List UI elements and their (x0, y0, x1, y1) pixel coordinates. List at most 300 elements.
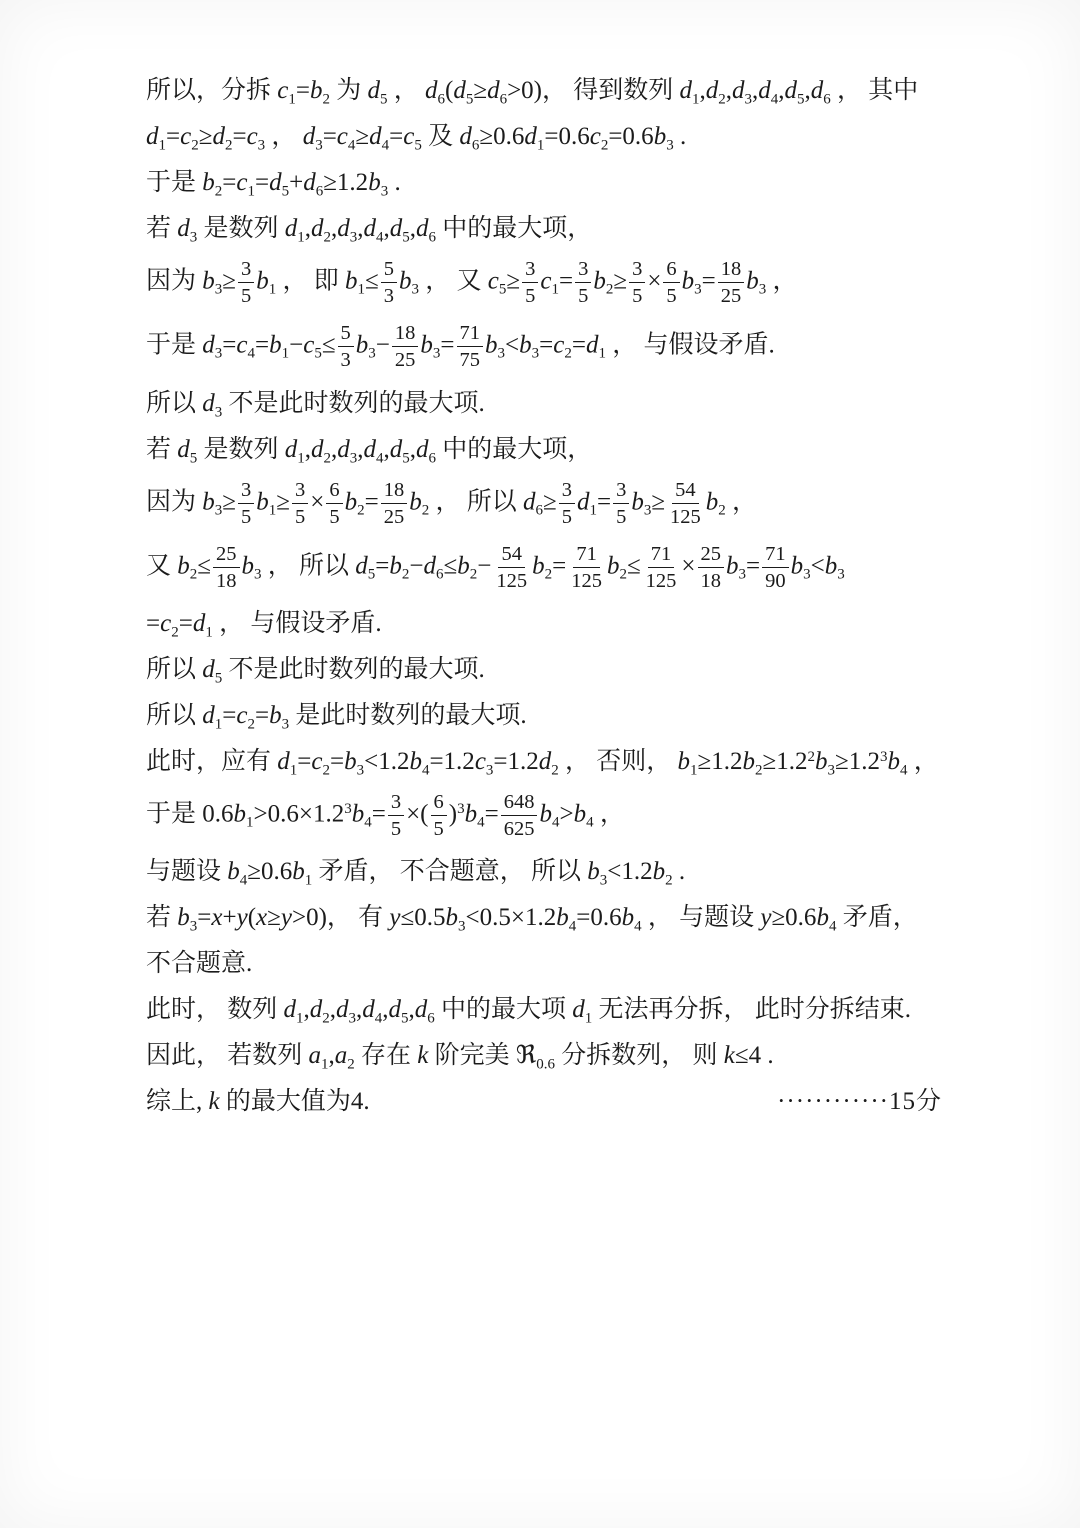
math-variable: c (303, 331, 315, 359)
math-variable: d (784, 77, 798, 104)
math-variable: d (369, 123, 382, 150)
math-subscript: 4 (374, 1010, 383, 1027)
math-text: ≥ (506, 267, 521, 295)
math-variable: d (524, 123, 537, 150)
math-text: 是数列 (197, 435, 285, 463)
math-text: 不合题意. (146, 950, 253, 978)
math-text: ≥ (613, 267, 628, 295)
math-variable: d (309, 996, 323, 1024)
math-variable: b (241, 552, 254, 580)
math-text: , (383, 435, 390, 463)
math-variable: b (532, 552, 545, 580)
math-subscript: 1 (584, 1010, 593, 1027)
math-subscript: 4 (477, 814, 485, 831)
math-subscript: 2 (322, 91, 330, 108)
math-subscript: 3 (281, 716, 290, 733)
math-variable: b (227, 858, 240, 886)
math-subscript: 2 (605, 281, 614, 298)
math-subscript: 2 (224, 137, 233, 154)
math-variable: b (485, 331, 498, 359)
math-subscript: 2 (347, 1056, 355, 1073)
math-text: = (322, 123, 337, 150)
math-text: = (552, 552, 567, 580)
math-text: >0.6×1.2 (253, 800, 345, 828)
math-subscript: 4 (364, 814, 372, 831)
math-subscript: 2 (323, 449, 332, 466)
math-variable: b (309, 77, 323, 104)
math-line (146, 120, 946, 153)
math-text: < (810, 552, 825, 580)
math-text: − (477, 552, 492, 580)
math-subscript: 6 (427, 1010, 435, 1027)
math-variable: c (553, 331, 565, 359)
math-subscript: 4 (347, 137, 356, 154)
math-subscript: 4 (247, 345, 255, 362)
math-text: ×( (406, 800, 429, 828)
math-text: . (673, 123, 687, 150)
math-fraction: $\frac{25}{18}$ (213, 543, 240, 592)
math-variable: b (202, 169, 215, 196)
math-variable: d (585, 331, 599, 359)
math-variable: k (723, 1042, 735, 1070)
math-fraction: $\frac{3}{5}$ (613, 479, 629, 528)
math-text: 矛盾， 不合题意， 所以 (312, 858, 588, 886)
math-text: , (725, 77, 733, 104)
math-variable: b (202, 487, 215, 515)
math-text: > (559, 800, 574, 828)
math-text: , (357, 435, 364, 463)
math-text: ≥0.6 (479, 123, 525, 150)
math-variable: d (336, 996, 349, 1024)
math-subscript: 6 (435, 566, 444, 583)
math-text: = (484, 800, 499, 828)
math-text: = (440, 331, 455, 359)
math-subscript: 6 (428, 229, 437, 246)
math-text: ≥ (651, 487, 666, 515)
math-text: ≤0.5 (400, 904, 446, 932)
math-variable: b (790, 552, 804, 580)
math-variable: d (425, 77, 438, 104)
math-text: , (408, 996, 415, 1024)
math-text: , (356, 996, 363, 1024)
math-text: ≥0.6 (771, 904, 817, 932)
math-variable: d (192, 610, 206, 637)
math-variable: d (679, 77, 693, 104)
math-variable: d (355, 552, 368, 580)
math-line (146, 901, 946, 934)
math-fraction: $\frac{3}{5}$ (522, 258, 538, 307)
math-subscript: 5 (797, 91, 805, 108)
math-subscript: 1 (288, 91, 296, 108)
math-variable: b (464, 800, 478, 828)
math-text: ≥1.2 (323, 169, 369, 196)
math-text: ≤4 . (734, 1042, 774, 1070)
math-subscript: 1 (551, 281, 559, 298)
math-variable: b (573, 800, 587, 828)
math-text: ， (387, 77, 426, 104)
math-subscript: 2 (551, 762, 559, 779)
math-variable: d (277, 748, 290, 775)
math-subscript: 2 (564, 345, 572, 362)
math-variable: b (202, 267, 215, 295)
math-subscript: 2 (755, 762, 763, 779)
math-text: = (222, 169, 237, 196)
math-subscript: 3 (411, 281, 419, 298)
math-variable: b (621, 904, 635, 932)
math-text: 分拆数列， 则 (555, 1042, 724, 1070)
math-subscript: 3 (531, 345, 540, 362)
math-variable: d (362, 996, 375, 1024)
math-subscript: 3 (758, 281, 767, 298)
math-text: 是数列 (197, 215, 285, 242)
math-text: = (197, 904, 212, 932)
math-subscript: 3 (349, 229, 358, 246)
math-text: 所以 (146, 656, 203, 683)
math-text: ≥ (473, 77, 488, 104)
math-text: . (672, 858, 686, 886)
math-variable: c (277, 77, 289, 104)
math-subscript: 3 (368, 345, 376, 362)
math-subscript: 3 (189, 918, 198, 935)
math-variable: b (269, 331, 282, 359)
math-variable: d (202, 702, 215, 729)
math-text: 存在 (354, 1042, 418, 1070)
math-text: = (701, 267, 716, 295)
math-variable: b (705, 487, 719, 515)
math-text: =0.6 (608, 123, 654, 150)
math-subscript: 4 (421, 762, 430, 779)
math-variable: d (389, 215, 403, 242)
math-subscript: 2 (322, 1010, 330, 1027)
math-subscript: 3 (485, 762, 494, 779)
math-subscript: 2 (718, 502, 726, 519)
math-text: ≥ (355, 123, 370, 150)
math-text: , (331, 215, 338, 242)
math-variable: d (303, 169, 316, 196)
math-subscript: 5 (465, 91, 474, 108)
math-text: ≤ (197, 552, 211, 580)
math-variable: y (389, 904, 401, 932)
math-variable: d (202, 656, 215, 683)
math-subscript: 3 (189, 229, 198, 246)
math-variable: d (363, 435, 377, 463)
math-variable: d (572, 996, 585, 1024)
math-variable: a (334, 1042, 348, 1070)
math-variable: b (726, 552, 739, 580)
math-fraction: $\frac{5}{3}$ (338, 322, 354, 371)
math-fraction: $\frac{3}{5}$ (238, 479, 254, 528)
math-subscript: 5 (189, 449, 198, 466)
math-variable: d (212, 123, 225, 150)
math-variable: b (457, 552, 470, 580)
math-text: ≤ (365, 267, 379, 295)
math-subscript: 2 (619, 566, 627, 583)
solution-document (146, 74, 946, 1131)
math-text: ≥0.6 (247, 858, 293, 886)
math-variable: d (302, 123, 316, 150)
math-text: = (571, 331, 586, 359)
math-superscript: 3 (880, 748, 888, 765)
math-variable: c (236, 169, 248, 196)
math-variable: a (308, 1042, 322, 1070)
math-superscript: 3 (344, 801, 352, 818)
math-variable: b (256, 267, 269, 295)
math-variable: b (177, 552, 190, 580)
math-text: = (297, 748, 312, 775)
math-text: = (232, 123, 247, 150)
math-text: ， 与假设矛盾. (212, 610, 382, 637)
math-variable: d (487, 77, 500, 104)
math-text: = (389, 123, 404, 150)
math-variable: d (367, 77, 380, 104)
score-marker: ············15分 (777, 1088, 942, 1116)
math-subscript: 1 (589, 502, 597, 519)
math-variable: d (705, 77, 719, 104)
math-fraction: $\frac{18}{25}$ (381, 479, 408, 528)
math-text: = (222, 702, 237, 729)
math-text: 于是 (146, 169, 203, 196)
math-subscript: 4 (634, 918, 642, 935)
math-subscript: 4 (376, 229, 384, 246)
math-text: 中的最大项， (436, 435, 593, 463)
math-variable: b (269, 702, 282, 729)
math-variable: b (631, 487, 644, 515)
math-text: ， 所以 (261, 552, 356, 580)
math-subscript: 3 (214, 502, 223, 519)
math-variable: y (760, 904, 772, 932)
math-variable: b (409, 487, 422, 515)
math-text: ， 所以 (429, 487, 523, 515)
math-subscript: 3 (315, 137, 323, 154)
math-subscript: 4 (239, 872, 248, 889)
math-text: ≥ (542, 487, 557, 515)
math-subscript: 2 (718, 91, 726, 108)
math-subscript: 6 (471, 137, 480, 154)
math-subscript: 1 (690, 762, 698, 779)
math-subscript: 3 (497, 345, 506, 362)
math-subscript: 4 (551, 814, 560, 831)
math-variable: b (606, 552, 620, 580)
math-text: >0)， 得到数列 (507, 77, 680, 104)
math-fraction: $\frac{3}{5}$ (575, 258, 591, 307)
math-text: , (409, 215, 417, 242)
math-variable: c (236, 331, 248, 359)
math-text: × (681, 552, 696, 580)
math-text: + (289, 169, 304, 196)
math-variable: k (208, 1088, 220, 1116)
math-text: , (699, 77, 706, 104)
math-variable: c (311, 748, 323, 775)
math-subscript: 3 (348, 1010, 357, 1027)
math-variable: y (236, 904, 248, 932)
math-text: 若 (146, 215, 178, 242)
math-line (146, 745, 946, 778)
math-line (146, 433, 946, 466)
math-variable: b (519, 331, 532, 359)
math-text: ≥ (267, 904, 281, 932)
math-variable: d (337, 435, 350, 463)
math-text: ， 与题设 (641, 904, 761, 932)
math-fraction: $\frac{3}{5}$ (388, 791, 404, 840)
math-variable: b (556, 904, 569, 932)
math-text: × (310, 487, 325, 515)
math-variable: k (417, 1042, 429, 1070)
math-variable: b (389, 552, 402, 580)
math-subscript: 3 (432, 345, 441, 362)
math-line (146, 322, 946, 371)
math-variable: b (746, 267, 759, 295)
math-text: ， 即 (276, 267, 346, 295)
math-variable: d (311, 215, 324, 242)
math-variable: d (576, 487, 590, 515)
math-subscript: 3 (827, 762, 836, 779)
math-fraction: $\frac{25}{18}$ (698, 543, 725, 592)
math-text: = (254, 169, 270, 196)
math-subscript: 2 (214, 183, 223, 200)
math-text: ， (766, 267, 798, 295)
math-text: ) (448, 800, 458, 828)
math-text: 中的最大项， (436, 215, 593, 242)
math-text: 矛盾， (836, 904, 918, 932)
math-subscript: 2 (322, 762, 330, 779)
math-subscript: 5 (367, 566, 376, 583)
math-variable: d (414, 996, 428, 1024)
math-text: 于是 (146, 331, 203, 359)
math-subscript: 5 (402, 449, 410, 466)
math-text: ， (907, 748, 939, 775)
math-subscript: 3 (744, 91, 753, 108)
math-line (146, 479, 946, 528)
math-text: 又 (146, 552, 178, 580)
math-text: 中的最大项 (434, 996, 573, 1024)
math-text: ， 其中 (830, 77, 919, 104)
math-text: , (304, 435, 312, 463)
math-fraction: $\frac{5}{3}$ (381, 258, 397, 307)
math-subscript: 1 (304, 872, 313, 889)
math-text: ≥1.2 (697, 748, 743, 775)
math-variable: d (177, 215, 190, 242)
math-text: − (409, 552, 424, 580)
math-variable: c (180, 123, 192, 150)
math-superscript: 3 (457, 801, 465, 818)
math-variable: b (409, 748, 422, 775)
math-fraction: $\frac{71}{90}$ (762, 543, 789, 592)
math-variable: b (816, 904, 829, 932)
math-line (146, 653, 946, 686)
math-text: <1.2 (607, 858, 653, 886)
math-fraction: $\frac{18}{25}$ (392, 322, 419, 371)
math-fraction: $\frac{3}{5}$ (238, 258, 254, 307)
math-line (146, 166, 946, 199)
math-subscript: 5 (402, 229, 410, 246)
math-fraction: $\frac{6}{5}$ (431, 791, 447, 840)
math-variable: d (284, 215, 298, 242)
math-subscript: 2 (665, 872, 673, 889)
math-variable: d (202, 331, 215, 359)
math-variable: d (337, 215, 350, 242)
math-variable: b (593, 267, 606, 295)
math-subscript: 1 (281, 345, 290, 362)
math-line (146, 74, 946, 107)
math-subscript: 4 (900, 762, 908, 779)
math-subscript: 5 (380, 91, 388, 108)
math-text: = (596, 487, 612, 515)
math-subscript: 3 (257, 137, 266, 154)
math-variable: x (256, 904, 268, 932)
math-text: ≥ (222, 267, 236, 295)
math-fraction: $\frac{648}{625}$ (501, 791, 538, 840)
math-text: <0.5×1.2 (465, 904, 557, 932)
math-superscript: 2 (807, 748, 816, 765)
math-text: <1.2 (364, 748, 410, 775)
math-fraction: $\frac{71}{125}$ (571, 542, 602, 592)
math-text: 的最大值为4. (219, 1088, 370, 1116)
math-variable: c (336, 123, 348, 150)
math-text: ( (445, 77, 454, 104)
math-text: =1.2 (429, 748, 475, 775)
math-variable: d (459, 123, 472, 150)
math-subscript: 5 (498, 281, 507, 298)
math-fraction: $\frac{3}{5}$ (292, 479, 308, 528)
math-subscript: 6 (535, 502, 543, 519)
math-subscript: 5 (314, 345, 322, 362)
math-text: ≥ (222, 487, 236, 515)
math-text: ≤ (443, 552, 458, 580)
math-text: × (647, 267, 662, 295)
math-text: − (289, 331, 304, 359)
math-variable: b (653, 123, 667, 150)
math-text: = (254, 331, 270, 359)
math-variable: x (211, 904, 223, 932)
math-text: 及 (421, 123, 460, 150)
math-subscript: 2 (323, 229, 332, 246)
math-variable: d (453, 77, 466, 104)
math-subscript: 2 (171, 624, 179, 641)
math-variable: d (389, 435, 403, 463)
math-text: , (304, 215, 312, 242)
math-fraction: $\frac{3}{5}$ (629, 258, 645, 307)
math-subscript: 4 (568, 918, 577, 935)
math-subscript: 2 (469, 566, 478, 583)
math-subscript: 2 (189, 566, 198, 583)
math-fraction: $\frac{71}{125}$ (645, 542, 677, 592)
math-subscript: 3 (214, 403, 223, 420)
math-subscript: 3 (380, 183, 389, 200)
math-variable: c (487, 267, 499, 295)
math-variable: c (474, 748, 486, 775)
math-subscript: 3 (599, 872, 608, 889)
math-variable: b (815, 748, 828, 775)
math-text: = (166, 123, 181, 150)
math-subscript: 1 (536, 137, 545, 154)
math-text: = (371, 800, 386, 828)
math-text: ≤ (321, 331, 336, 359)
math-text: ≤ (626, 552, 641, 580)
math-text: ≥1.2 (835, 748, 880, 775)
math-subscript: 1 (214, 716, 223, 733)
math-subscript: 6 (315, 183, 324, 200)
math-subscript: 5 (214, 670, 223, 687)
math-text: ≥1.2 (762, 748, 808, 775)
math-text: 与题设 (146, 858, 228, 886)
math-subscript: 5 (281, 183, 290, 200)
math-text: 所以 (146, 702, 203, 729)
math-text: ， 与假设矛盾. (605, 331, 775, 359)
math-text: , (382, 996, 389, 1024)
math-text: 为 (329, 77, 368, 104)
math-variable: c (403, 123, 415, 150)
math-variable: d (269, 169, 282, 196)
